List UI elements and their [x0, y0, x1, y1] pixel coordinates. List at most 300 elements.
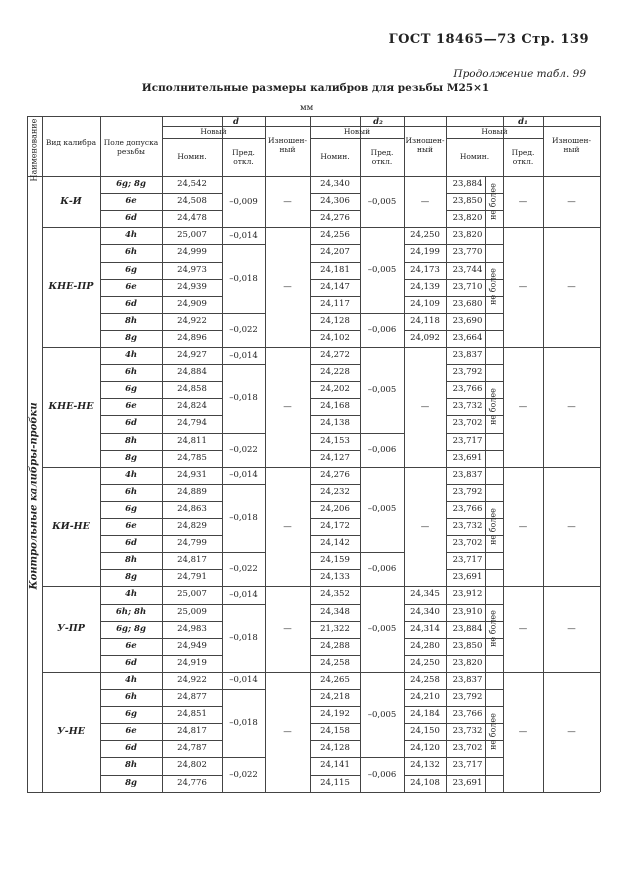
row-rule	[360, 552, 404, 553]
column-rule	[404, 116, 405, 792]
d1-deviation-dash: —	[518, 521, 528, 532]
d-nominal: 24,817	[177, 555, 207, 566]
row-rule	[310, 689, 360, 690]
d1-nominal: 23,702	[452, 743, 483, 754]
d2-nominal: 24,127	[320, 452, 350, 463]
not-more-label: не более	[488, 507, 498, 545]
d-nominal: 24,851	[177, 709, 207, 720]
d1-nominal: 23,766	[452, 709, 483, 720]
row-rule	[404, 655, 446, 656]
d-deviation: –0,018	[229, 513, 258, 523]
d-deviation: –0,022	[229, 444, 258, 455]
row-rule	[100, 433, 222, 434]
row-rule	[100, 450, 222, 451]
d1-nominal: 23,691	[452, 452, 483, 463]
row-rule	[100, 757, 222, 758]
tolerance-field: 6g	[125, 264, 137, 275]
row-rule	[310, 330, 360, 331]
row-rule	[100, 210, 222, 211]
row-rule	[446, 330, 503, 331]
header-rule	[162, 138, 265, 139]
row-rule	[310, 638, 360, 639]
calibre-name: КНЕ-НЕ	[48, 400, 94, 412]
tolerance-field: 6d	[125, 657, 137, 668]
row-rule	[310, 433, 360, 434]
tolerance-field: 6e	[125, 196, 137, 207]
row-rule	[310, 262, 360, 263]
d-worn-dash: —	[283, 726, 292, 737]
column-rule	[42, 116, 43, 792]
row-rule	[310, 364, 360, 365]
d1-nominal: 23,884	[452, 623, 483, 634]
ne-bolee-rule	[485, 586, 486, 672]
row-rule	[310, 381, 360, 382]
row-rule	[100, 689, 222, 690]
tolerance-field: 6g	[125, 503, 137, 514]
d-deviation: –0,018	[229, 273, 258, 284]
d2-worn: 24,340	[410, 606, 440, 617]
d1-nominal: 23,744	[452, 264, 483, 275]
d1-nominal: 23,710	[452, 281, 483, 292]
d2-nominal: 24,172	[320, 521, 350, 531]
d1-nominal: 23,792	[452, 486, 483, 497]
d-nominal: 24,919	[177, 657, 207, 668]
d1-nominal: 23,664	[452, 332, 483, 343]
d-deviation: –0,009	[229, 196, 258, 207]
d-nominal: 24,824	[177, 401, 207, 412]
row-rule	[310, 621, 360, 622]
group-rule	[42, 792, 600, 793]
row-rule	[310, 518, 360, 519]
d2-nominal: 24,258	[320, 657, 350, 668]
d2-deviation: –0,006	[367, 564, 397, 575]
row-rule	[310, 398, 360, 399]
row-rule	[446, 244, 503, 245]
d2-deviation: –0,006	[367, 324, 397, 335]
d-nominal: 24,802	[177, 760, 207, 771]
row-rule	[222, 757, 265, 758]
d2-worn: 24,109	[410, 298, 440, 309]
d2-nominal: 24,181	[320, 264, 350, 275]
d-deviation: –0,022	[229, 324, 258, 335]
d1-nominal: 23,792	[452, 692, 483, 702]
d2-worn: 24,280	[410, 640, 440, 651]
d-nominal: 24,877	[177, 692, 207, 702]
d1-nominal: 23,884	[452, 179, 483, 189]
d-deviation: –0,022	[229, 769, 258, 780]
tolerance-field: 8g	[125, 572, 137, 583]
deviation-header: Пред. откл.	[511, 148, 535, 166]
row-rule	[446, 569, 503, 570]
d2-deviation: –0,005	[367, 504, 397, 515]
row-rule	[310, 604, 360, 605]
d1-nominal: 23,850	[452, 196, 483, 207]
d-nominal: 24,949	[177, 640, 207, 651]
row-rule	[310, 279, 360, 280]
tolerance-field: 6h	[124, 692, 138, 702]
row-rule	[100, 330, 222, 331]
tolerance-field-header: Поле допуска резьбы	[103, 138, 159, 156]
row-rule	[100, 244, 222, 245]
d-nominal: 24,927	[177, 350, 207, 360]
tolerance-field: 6d	[125, 298, 137, 309]
worn-header: Изношен-ный	[267, 136, 308, 154]
row-rule	[310, 244, 360, 245]
row-rule	[446, 364, 503, 365]
row-rule	[310, 655, 360, 656]
calibre-name: У-ПР	[57, 623, 85, 635]
row-rule	[100, 313, 222, 314]
row-rule	[360, 757, 404, 758]
d-nominal: 24,863	[177, 503, 207, 514]
nominal-header: Номин.	[320, 152, 350, 161]
row-rule	[404, 723, 446, 724]
header-rule	[446, 138, 543, 139]
d2-nominal: 24,168	[320, 401, 350, 412]
row-rule	[310, 535, 360, 536]
row-rule	[100, 501, 222, 502]
d2-worn-dash: —	[420, 521, 430, 532]
d1-nominal: 23,680	[452, 298, 483, 309]
tolerance-field: 6h	[124, 367, 138, 378]
d-deviation: –0,014	[229, 470, 258, 481]
row-rule	[100, 740, 222, 741]
d1-nominal: 23,691	[452, 572, 483, 583]
tolerance-field: 4h	[124, 589, 138, 600]
d2-nominal: 24,138	[320, 418, 350, 429]
row-rule	[100, 296, 222, 297]
row-rule	[222, 552, 265, 553]
row-rule	[310, 296, 360, 297]
row-rule	[446, 313, 503, 314]
col-d2-label: d₂	[373, 117, 383, 127]
d1-nominal: 23,837	[452, 674, 483, 685]
not-more-label: не более	[488, 182, 498, 220]
column-rule	[503, 116, 504, 792]
row-rule	[310, 193, 360, 194]
d2-worn: 24,250	[410, 230, 440, 241]
tolerance-field: 8g	[125, 332, 137, 343]
deviation-header: Пред. откл.	[232, 148, 255, 166]
tolerance-field: 8g	[125, 777, 137, 788]
row-rule	[310, 757, 360, 758]
d2-worn: 24,092	[410, 332, 440, 343]
d-nominal: 24,817	[177, 726, 207, 737]
d1-nominal: 23,837	[452, 469, 483, 480]
d2-nominal: 24,115	[320, 777, 350, 788]
d-nominal: 24,922	[177, 315, 207, 326]
tolerance-field: 6e	[125, 281, 137, 292]
tolerance-field: 6g	[125, 384, 137, 395]
d-nominal: 24,858	[177, 384, 207, 395]
d-nominal: 24,787	[177, 743, 207, 754]
d1-worn-dash: —	[567, 196, 576, 207]
row-rule	[222, 689, 265, 690]
row-rule	[404, 279, 446, 280]
d2-nominal: 24,202	[320, 384, 350, 395]
group-rule	[42, 467, 600, 468]
d-deviation: –0,014	[229, 230, 258, 241]
not-more-label: не более	[488, 387, 498, 425]
tolerance-field: 6d	[125, 418, 137, 429]
row-rule	[404, 638, 446, 639]
d2-deviation: –0,005	[367, 709, 397, 720]
d1-nominal: 23,910	[452, 606, 483, 617]
d1-worn-dash: —	[567, 282, 576, 293]
d-worn-dash: —	[283, 624, 292, 635]
d-nominal: 24,542	[177, 179, 207, 189]
d2-nominal: 24,158	[320, 726, 350, 737]
row-rule	[404, 296, 446, 297]
row-rule	[100, 775, 222, 776]
d1-nominal: 23,732	[452, 401, 483, 412]
d-nominal: 24,799	[177, 538, 207, 549]
row-rule	[100, 621, 222, 622]
d2-worn: 24,173	[410, 264, 440, 275]
row-rule	[100, 484, 222, 485]
row-rule	[100, 193, 222, 194]
tolerance-field: 4h	[124, 469, 138, 480]
row-rule	[222, 313, 265, 314]
d-deviation: –0,018	[229, 632, 258, 643]
d1-nominal: 23,766	[452, 503, 483, 514]
d1-deviation-dash: —	[518, 624, 528, 635]
row-rule	[222, 433, 265, 434]
group-label: Контрольные калибры-пробки	[28, 402, 40, 590]
d1-nominal: 23,770	[452, 247, 483, 258]
d1-nominal: 23,702	[452, 418, 483, 429]
d1-nominal: 23,702	[452, 538, 483, 549]
d2-nominal: 24,232	[320, 486, 350, 497]
d2-nominal: 21,322	[320, 623, 350, 634]
tolerance-field: 8h	[124, 435, 138, 446]
d2-deviation: –0,005	[367, 624, 397, 635]
d1-nominal: 23,717	[452, 555, 483, 566]
d2-worn: 24,120	[410, 743, 440, 754]
calibre-name: КНЕ-ПР	[48, 281, 94, 293]
tolerance-field: 6e	[125, 640, 137, 651]
d-nominal: 24,478	[177, 213, 207, 224]
group-rule	[42, 672, 600, 673]
column-rule	[600, 116, 601, 792]
d2-worn: 24,314	[410, 623, 440, 634]
d1-worn-dash: —	[567, 624, 576, 635]
tolerance-field: 6d	[125, 743, 137, 754]
d-deviation: –0,014	[229, 350, 258, 361]
d2-nominal: 24,117	[320, 298, 350, 309]
d1-nominal: 23,820	[452, 230, 483, 241]
worn-header: Изношен-ный	[551, 136, 592, 154]
d-nominal: 24,508	[177, 196, 207, 207]
tolerance-field: 6h	[124, 486, 138, 497]
table-title: Исполнительные размеры калибров для резьбы М25×1	[141, 82, 490, 94]
d-nominal: 24,983	[177, 623, 207, 634]
row-rule	[100, 535, 222, 536]
d2-nominal: 24,256	[320, 230, 350, 241]
row-rule	[100, 364, 222, 365]
d2-worn: 24,210	[410, 692, 440, 702]
d2-deviation: –0,006	[367, 769, 397, 780]
nominal-header: Номин.	[177, 152, 207, 161]
header-rule	[310, 138, 404, 139]
row-rule	[100, 569, 222, 570]
d1-worn-dash: —	[567, 726, 576, 737]
row-rule	[100, 604, 222, 605]
d-nominal: 24,889	[177, 486, 207, 497]
row-rule	[310, 501, 360, 502]
d1-nominal: 23,732	[452, 726, 483, 737]
not-more-label: не более	[488, 268, 498, 306]
row-rule	[404, 689, 446, 690]
row-rule	[100, 279, 222, 280]
new-header: Новый	[200, 127, 227, 136]
d2-nominal: 24,352	[320, 589, 350, 600]
row-rule	[404, 706, 446, 707]
d-nominal: 24,794	[177, 418, 207, 429]
row-rule	[222, 364, 265, 365]
d-nominal: 24,922	[177, 674, 207, 685]
d2-nominal: 24,228	[320, 367, 350, 378]
row-rule	[446, 484, 503, 485]
row-rule	[100, 706, 222, 707]
calibre-name: К-И	[60, 195, 82, 207]
d2-nominal: 24,288	[320, 640, 350, 651]
d2-nominal: 24,206	[320, 503, 350, 514]
d2-nominal: 24,276	[320, 213, 350, 224]
ne-bolee-rule	[485, 176, 486, 227]
row-rule	[446, 450, 503, 451]
d1-nominal: 23,850	[452, 640, 483, 651]
d-nominal: 24,811	[177, 435, 207, 446]
d-nominal: 24,776	[177, 777, 207, 788]
column-rule	[543, 116, 544, 792]
d-nominal: 25,009	[177, 606, 207, 617]
ne-bolee-rule	[485, 227, 486, 347]
d2-nominal: 24,218	[320, 692, 350, 702]
d1-nominal: 23,691	[452, 777, 483, 788]
d1-nominal: 23,912	[452, 589, 483, 600]
d2-worn: 24,139	[410, 281, 440, 292]
tolerance-field: 4h	[124, 674, 138, 685]
d1-nominal: 23,792	[452, 367, 483, 378]
d2-nominal: 24,141	[320, 760, 350, 771]
d1-nominal: 23,732	[452, 521, 483, 531]
d-deviation: –0,018	[229, 718, 258, 729]
row-rule	[222, 604, 265, 605]
row-rule	[360, 433, 404, 434]
d1-worn-dash: —	[567, 401, 576, 412]
continuation-note: Продолжение табл. 99	[453, 68, 586, 80]
calibre-type-header: Вид калибра	[45, 138, 97, 147]
row-rule	[404, 775, 446, 776]
d2-deviation: –0,005	[367, 384, 397, 395]
row-rule	[100, 518, 222, 519]
d2-worn: 24,108	[410, 777, 440, 788]
row-rule	[100, 638, 222, 639]
nominal-header: Номин.	[459, 152, 490, 161]
tolerance-field: 6e	[125, 401, 137, 412]
row-rule	[222, 244, 265, 245]
tolerance-field: 6g; 8g	[116, 179, 146, 189]
row-rule	[446, 433, 503, 434]
d2-worn: 24,258	[410, 674, 440, 685]
group-rule	[42, 227, 600, 228]
column-rule	[265, 116, 266, 792]
d-nominal: 24,939	[177, 281, 207, 292]
d2-worn: 24,250	[410, 657, 440, 668]
tolerance-field: 6e	[125, 726, 137, 737]
d-deviation: –0,018	[229, 393, 258, 404]
d-nominal: 24,931	[177, 469, 207, 480]
ne-bolee-rule	[485, 672, 486, 792]
not-more-label: не более	[488, 712, 498, 750]
d-deviation: –0,014	[229, 589, 258, 600]
row-rule	[100, 655, 222, 656]
row-rule	[310, 569, 360, 570]
unit-label: мм	[300, 103, 314, 113]
row-rule	[446, 757, 503, 758]
d1-nominal: 23,766	[452, 384, 483, 395]
row-rule	[446, 655, 503, 656]
d1-worn-dash: —	[567, 521, 576, 532]
row-rule	[310, 552, 360, 553]
row-rule	[404, 604, 446, 605]
col-d-label: d	[233, 117, 239, 127]
new-header: Новый	[481, 127, 508, 136]
d1-deviation-dash: —	[518, 401, 528, 412]
worn-header: Изношен-ный	[405, 136, 445, 154]
tolerance-field: 6d	[125, 213, 137, 224]
tolerance-field: 6e	[125, 521, 137, 531]
d2-nominal: 24,272	[320, 350, 350, 360]
d1-nominal: 23,690	[452, 315, 483, 326]
row-rule	[446, 775, 503, 776]
row-rule	[100, 552, 222, 553]
d1-nominal: 23,837	[452, 350, 483, 360]
d-nominal: 24,999	[177, 247, 207, 258]
d1-deviation-dash: —	[518, 196, 528, 207]
d2-deviation: –0,005	[367, 265, 397, 276]
row-rule	[100, 415, 222, 416]
row-rule	[360, 313, 404, 314]
d-worn-dash: —	[283, 282, 292, 293]
d2-worn: 24,184	[410, 709, 440, 720]
d1-nominal: 23,820	[452, 657, 483, 668]
d2-nominal: 24,265	[320, 674, 350, 685]
tolerance-field: 6h; 8h	[115, 606, 147, 617]
d-nominal: 24,909	[177, 298, 207, 309]
row-rule	[404, 330, 446, 331]
row-rule	[404, 313, 446, 314]
d2-nominal: 24,340	[320, 179, 350, 189]
d-worn-dash: —	[283, 196, 292, 207]
tolerance-field: 8h	[124, 555, 138, 566]
row-rule	[310, 723, 360, 724]
new-header: Новый	[343, 127, 371, 136]
row-rule	[404, 262, 446, 263]
d-nominal: 24,829	[177, 521, 207, 531]
d2-worn: 24,132	[410, 760, 440, 771]
d-nominal: 24,896	[177, 332, 207, 343]
d-deviation: –0,022	[229, 564, 258, 575]
row-rule	[310, 450, 360, 451]
row-rule	[310, 313, 360, 314]
d1-nominal: 23,820	[452, 213, 483, 224]
not-more-label: не более	[488, 610, 498, 648]
d2-nominal: 24,142	[320, 538, 350, 549]
d2-nominal: 24,348	[320, 606, 350, 617]
row-rule	[310, 484, 360, 485]
